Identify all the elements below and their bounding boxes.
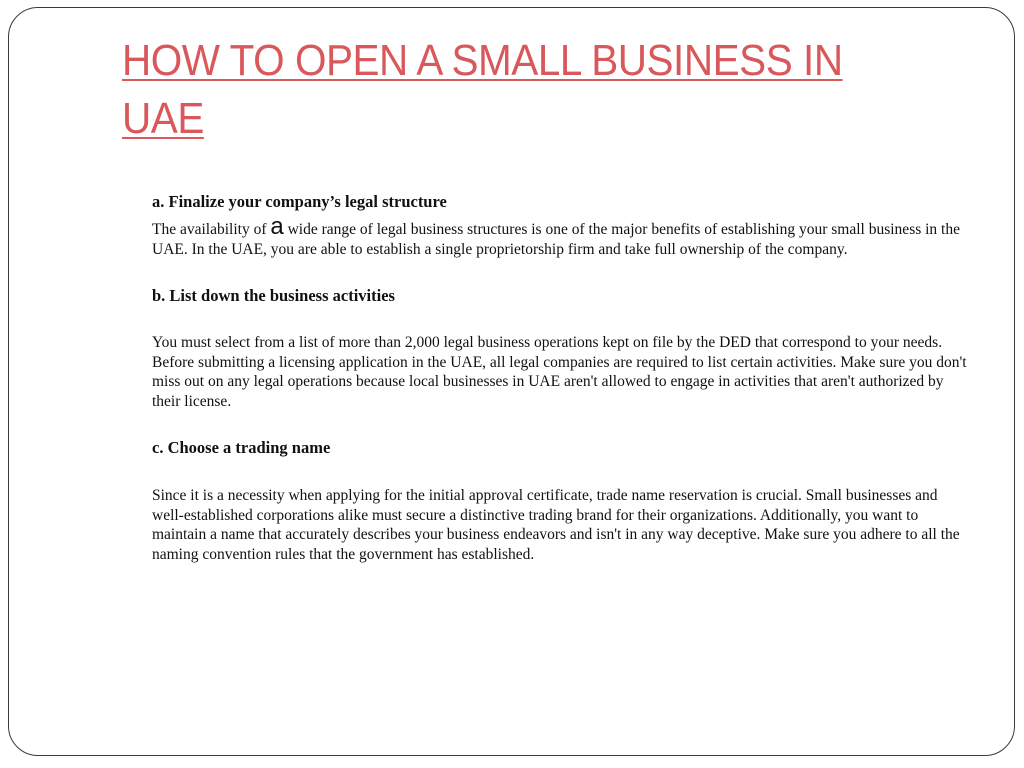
section-a-body-rest: wide range of legal business structures is one of the major benefits of establishing your small business in the UAE. In the UAE, you are able to establish a single proprietorship firm and take full ownership of the company. — [152, 221, 960, 258]
section-c-heading: c. Choose a trading name — [152, 438, 331, 457]
section-b-heading: b. List down the business activities — [152, 286, 395, 305]
section-a-body — [152, 213, 972, 259]
section-a-emphasis-letter: a — [270, 213, 284, 240]
section-a-heading: a. Finalize your company’s legal structure — [152, 192, 447, 211]
section-a-body-start: The availability of — [152, 221, 271, 238]
section-b-body: You must select from a list of more than 2,000 legal business operations kept on file by the DED that correspond to your needs. Before submitting a licensing application in the UAE, all legal companies are required to list certain activities. Make sure you don't miss out on any legal operations because local businesses in UAE aren't allowed to engage in activities that aren't authorized by their license. — [152, 334, 967, 410]
slide-content — [152, 192, 972, 564]
slide-title: HOW TO OPEN A SMALL BUSINESS IN UAE — [122, 36, 843, 143]
slide-frame — [8, 7, 1015, 756]
section-c-body: Since it is a necessity when applying for the initial approval certificate, trade name reservation is crucial. Small businesses and well-established corporations alike must secure a distinctive trading brand for their organizations. Additionally, you want to maintain a name that accurately describes your business endeavors and isn't in any way deceptive. Make sure you adhere to all the naming convention rules that the government has established. — [152, 487, 960, 563]
